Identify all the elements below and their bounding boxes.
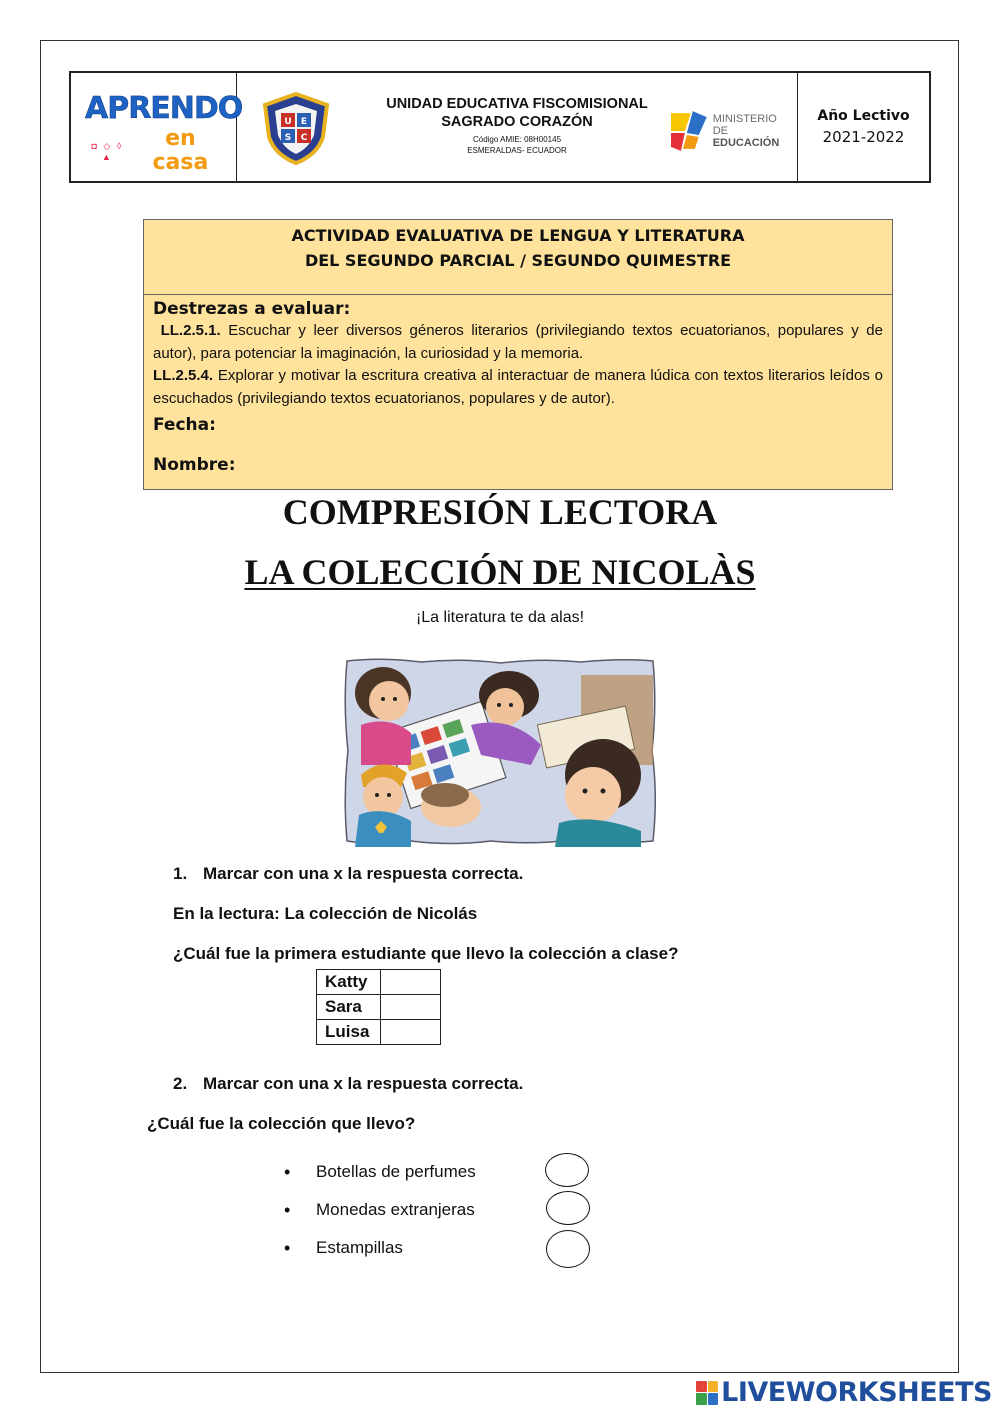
school-location: ESMERALDAS- ECUADOR xyxy=(467,146,567,155)
option-text: Botellas de perfumes xyxy=(316,1162,476,1181)
ministerio-line2-bold: EDUCACIÓN xyxy=(712,137,780,149)
table-row xyxy=(317,970,441,995)
question1-number: 1. xyxy=(173,864,188,883)
story-title xyxy=(0,550,1000,594)
question2-instruction xyxy=(173,1074,523,1094)
answer-circle[interactable] xyxy=(546,1191,590,1225)
main-title: COMPRESIÓN LECTORA xyxy=(282,492,718,532)
bullet-icon: • xyxy=(284,1237,291,1258)
table-row xyxy=(317,1020,441,1045)
ministerio-line2-prefix: DE xyxy=(712,125,728,137)
school-name-line1: UNIDAD EDUCATIVA FISCOMISIONAL xyxy=(386,96,648,112)
question1-instruction xyxy=(173,864,523,884)
year-value: 2021-2022 xyxy=(822,128,905,146)
option-label: Luisa xyxy=(317,1020,381,1045)
question2-options xyxy=(284,1153,476,1267)
aprendo-en-casa-logo xyxy=(71,73,243,181)
skill-text: Escuchar y leer diversos géneros literarios (privilegiando textos ecuatorianos, populares y de autor), para potenciar la imaginación, la curiosidad y la memoria. xyxy=(153,322,883,362)
list-item xyxy=(284,1191,476,1229)
school-code: Código AMIE: 08H00145 xyxy=(472,135,562,144)
option-label: Sara xyxy=(317,995,381,1020)
bullet-icon: • xyxy=(284,1199,291,1220)
school-name-line2: SAGRADO CORAZÓN xyxy=(441,114,593,130)
name-field[interactable]: Nombre: xyxy=(153,455,236,475)
list-item xyxy=(284,1153,476,1191)
school-year xyxy=(798,73,929,181)
list-item xyxy=(284,1229,476,1267)
header xyxy=(69,71,931,183)
question1-reading: En la lectura: La colección de Nicolás xyxy=(173,904,478,923)
ministerio-logo xyxy=(669,109,797,153)
slogan: ¡La literatura te da alas! xyxy=(415,609,585,626)
answer-cell[interactable] xyxy=(381,1020,441,1045)
question2-number: 2. xyxy=(173,1074,188,1093)
skill-item xyxy=(153,320,883,365)
ministerio-flag-icon xyxy=(669,109,709,153)
question1-question: ¿Cuál fue la primera estudiante que llevo la colección a clase? xyxy=(173,944,679,963)
skill-text: Explorar y motivar la escritura creativa al interactuar de manera lúdica con textos literarios leídos o escuchados (privilegiando textos ecuatorianos, populares y de autor). xyxy=(153,367,883,407)
question1-instruction-text: Marcar con una x la respuesta correcta. xyxy=(203,864,524,883)
option-label: Katty xyxy=(317,970,381,995)
option-text: Monedas extranjeras xyxy=(316,1200,475,1219)
shield-letter: E xyxy=(300,117,308,127)
skill-code: LL.2.5.4. xyxy=(153,367,214,384)
table-row xyxy=(317,995,441,1020)
date-field[interactable]: Fecha: xyxy=(153,415,216,435)
school-info xyxy=(237,73,798,181)
evaluation-title-line2: DEL SEGUNDO PARCIAL / SEGUNDO QUIMESTRE xyxy=(304,251,732,270)
question2-question: ¿Cuál fue la colección que llevo? xyxy=(147,1114,416,1133)
option-text: Estampillas xyxy=(316,1238,403,1257)
bullet-icon: • xyxy=(284,1161,291,1182)
liveworksheets-icon xyxy=(696,1381,718,1405)
story-title-text: LA COLECCIÓN DE NICOLÀS xyxy=(244,552,756,592)
ministerio-line1: MINISTERIO xyxy=(712,113,777,125)
answer-circle[interactable] xyxy=(545,1153,589,1187)
school-shield-icon xyxy=(259,91,333,165)
answer-cell[interactable] xyxy=(381,995,441,1020)
answer-cell[interactable] xyxy=(381,970,441,995)
question1-options-table xyxy=(316,969,441,1045)
shield-letter: C xyxy=(300,133,308,143)
skills-heading: Destrezas a evaluar: xyxy=(153,299,351,319)
skill-code: LL.2.5.1. xyxy=(160,322,221,339)
evaluation-title-line1: ACTIVIDAD EVALUATIVA DE LENGUA Y LITERATURA xyxy=(291,226,745,245)
evaluation-title xyxy=(144,220,892,295)
evaluation-box xyxy=(143,219,893,490)
logo-shapes: ◘ ◇ ◊ ▲ xyxy=(91,140,124,162)
year-label: Año Lectivo xyxy=(817,108,910,124)
question2-instruction-text: Marcar con una x la respuesta correcta. xyxy=(203,1074,524,1093)
logo-top-text: APRENDO xyxy=(85,91,243,126)
liveworksheets-logo xyxy=(696,1377,992,1408)
liveworksheets-brand: LIVEWORKSHEETS xyxy=(721,1377,992,1408)
answer-circle[interactable] xyxy=(546,1230,590,1268)
shield-letter: U xyxy=(284,117,292,127)
children-reading-illustration xyxy=(341,655,659,847)
shield-letter: S xyxy=(284,133,292,143)
logo-bottom-text: en casa xyxy=(152,126,209,175)
skill-item xyxy=(153,365,883,410)
